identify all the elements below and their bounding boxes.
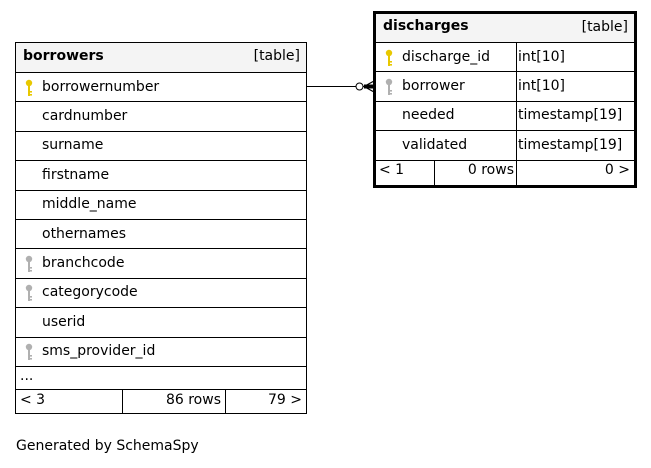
table-name: discharges: [383, 18, 469, 34]
table-name: borrowers: [23, 48, 104, 64]
table-footer: [16, 390, 306, 413]
column-name: borrower: [402, 78, 465, 95]
footer-divider: [434, 161, 435, 185]
column-divider: [516, 72, 517, 100]
column-row[interactable]: [16, 132, 306, 161]
column-divider: [516, 131, 517, 159]
parent-count[interactable]: < 3: [20, 392, 46, 408]
borrowers-table[interactable]: [15, 42, 307, 414]
column-row[interactable]: [16, 279, 306, 308]
footer-divider: [516, 161, 517, 185]
column-row[interactable]: [16, 191, 306, 220]
foreign-key-icon: [24, 284, 34, 302]
foreign-key-icon: [24, 255, 34, 273]
column-row[interactable]: [376, 102, 634, 131]
ellipsis-text: ...: [20, 368, 34, 384]
foreign-key-icon: [384, 78, 394, 96]
foreign-key-icon: [24, 343, 34, 361]
column-row[interactable]: [16, 249, 306, 278]
column-name: surname: [42, 137, 104, 154]
column-name: discharge_id: [402, 48, 491, 65]
column-name: needed: [402, 107, 455, 124]
table-type-label: [table]: [253, 48, 300, 64]
parent-count[interactable]: < 1: [379, 161, 405, 178]
borrowers-table-header: [16, 43, 306, 73]
column-divider: [516, 43, 517, 71]
table-type-label: [table]: [581, 19, 628, 35]
column-name: userid: [42, 313, 86, 330]
column-row[interactable]: [16, 308, 306, 337]
footer-divider: [225, 390, 226, 413]
row-count: 86 rows: [165, 392, 221, 408]
row-count: 0 rows: [467, 161, 514, 178]
column-type: timestamp[19]: [518, 107, 623, 124]
column-name: cardnumber: [42, 108, 128, 125]
column-name: categorycode: [42, 284, 138, 301]
discharges-table-header: [376, 14, 634, 43]
column-row[interactable]: [16, 338, 306, 367]
column-name: validated: [402, 136, 468, 153]
generated-by-label: Generated by SchemaSpy: [16, 438, 199, 454]
column-name: sms_provider_id: [42, 343, 156, 360]
column-name: middle_name: [42, 196, 137, 213]
more-columns-ellipsis: [16, 367, 306, 390]
column-name: borrowernumber: [42, 78, 160, 95]
column-divider: [516, 102, 517, 130]
column-row[interactable]: [376, 43, 634, 72]
child-count[interactable]: 0 >: [604, 161, 630, 178]
column-row[interactable]: [16, 102, 306, 131]
column-type: int[10]: [518, 48, 565, 65]
column-name: othernames: [42, 225, 127, 242]
column-row[interactable]: [376, 72, 634, 101]
column-type: timestamp[19]: [518, 136, 623, 153]
discharges-table[interactable]: [373, 11, 637, 188]
primary-key-icon: [384, 49, 394, 67]
column-type: int[10]: [518, 78, 565, 95]
column-row[interactable]: [16, 161, 306, 190]
column-row[interactable]: [376, 131, 634, 160]
column-name: branchcode: [42, 255, 125, 272]
footer-divider: [122, 390, 123, 413]
column-row[interactable]: [16, 220, 306, 249]
primary-key-icon: [24, 79, 34, 97]
column-name: firstname: [42, 166, 110, 183]
table-footer: [376, 161, 634, 185]
child-count[interactable]: 79 >: [268, 392, 302, 408]
column-row[interactable]: [16, 73, 306, 102]
